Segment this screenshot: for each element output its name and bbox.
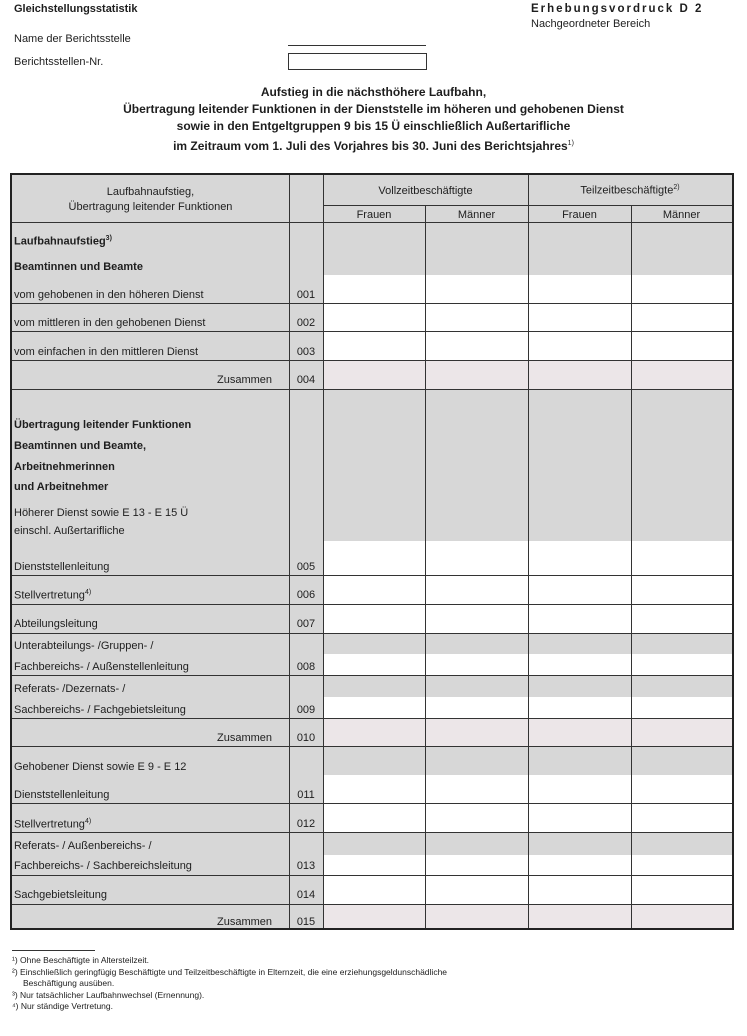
row-code: 005 — [296, 561, 316, 573]
row-code: 007 — [296, 618, 316, 630]
row-code: 012 — [296, 818, 316, 830]
row-008-label-2: Fachbereichs- / Außenstellenleitung — [14, 661, 189, 673]
form-area: Nachgeordneter Bereich — [531, 18, 651, 30]
footnote-divider — [12, 950, 95, 951]
section-higher-service: Höherer Dienst sowie E 13 - E 15 Ü — [14, 507, 189, 519]
form-title: Gleichstellungsstatistik — [14, 3, 138, 15]
row-code: 009 — [296, 704, 316, 716]
row-code: 010 — [296, 732, 316, 744]
footnote-2-cont: Beschäftigung ausüben. — [23, 978, 115, 989]
row-code: 006 — [296, 589, 316, 601]
row-code: 002 — [296, 317, 316, 329]
row-code: 008 — [296, 661, 316, 673]
row-code: 013 — [296, 860, 316, 872]
footnote-1: ¹) Ohne Beschäftigte in Altersteilzeit. — [12, 955, 150, 965]
section-leadership-line-3: Arbeitnehmerinnen — [14, 461, 115, 473]
reporting-office-name-field[interactable] — [288, 45, 426, 46]
row-009-label-1: Referats- /Dezernats- / — [14, 683, 126, 695]
row-code: 001 — [296, 289, 316, 301]
row-015-label: Zusammen — [217, 916, 273, 928]
heading-line-4: im Zeitraum vom 1. Juli des Vorjahres bis 30. Juni des Berichtsjahres$^{1)}$ — [173, 139, 574, 153]
section-leadership-line-2: Beamtinnen und Beamte, — [14, 440, 147, 452]
form-name: Erhebungsvordruck D 2 — [531, 3, 704, 15]
column-header-part-time: Teilzeitbeschäftigte$^{2)}$ — [580, 184, 680, 197]
row-012-label: Stellvertretung$^{4)}$ — [14, 818, 92, 831]
column-header-full-time: Vollzeitbeschäftigte — [378, 185, 473, 197]
heading-line-2: Übertragung leitender Funktionen in der Dienststelle im höheren und gehobenen Dienst — [123, 102, 624, 116]
row-006-label: Stellvertretung$^{4)}$ — [14, 589, 92, 602]
row-005-label: Dienststellenleitung — [14, 561, 110, 573]
row-014-label: Sachgebietsleitung — [14, 889, 107, 901]
footnotes — [12, 955, 447, 1013]
row-code: 014 — [296, 889, 316, 901]
form-heading — [0, 84, 747, 155]
row-011-label: Dienststellenleitung — [14, 789, 110, 801]
column-header-description: Laufbahnaufstieg, Übertragung leitender Funktionen — [68, 186, 233, 213]
reporting-office-number-field[interactable] — [288, 53, 427, 70]
reporting-office-name-label: Name der Berichtsstelle — [14, 33, 131, 45]
row-013-label-2: Fachbereichs- / Sachbereichsleitung — [14, 860, 192, 872]
row-code: 011 — [297, 789, 315, 801]
footnote-4: ⁴) Nur ständige Vertretung. — [12, 1001, 113, 1012]
column-header-women-ft: Frauen — [356, 209, 392, 221]
heading-line-1: Aufstieg in die nächsthöhere Laufbahn, — [260, 85, 487, 99]
column-header-men-ft: Männer — [457, 209, 496, 221]
footnote-2: ²) Einschließlich geringfügig Beschäftigte und Teilzeitbeschäftigte in Elternzeit, die eine erziehungsgeldunschädliche — [12, 966, 448, 977]
statistics-table — [10, 173, 734, 930]
section-higher-service-line-2: einschl. Außertarifliche — [14, 525, 125, 537]
row-008-label-1: Unterabteilungs- /Gruppen- / — [14, 640, 154, 652]
row-001-label: vom gehobenen in den höheren Dienst — [14, 289, 204, 301]
section-leadership-functions: Übertragung leitender Funktionen — [14, 419, 192, 431]
section-civil-servants: Beamtinnen und Beamte — [14, 261, 143, 273]
row-007-label: Abteilungsleitung — [14, 618, 98, 630]
reporting-office-number-label: Berichtsstellen-Nr. — [14, 56, 104, 68]
row-013-label-1: Referats- / Außenbereichs- / — [14, 840, 152, 852]
footnote-3: ³) Nur tatsächlicher Laufbahnwechsel (Ernennung). — [12, 989, 205, 1000]
section-upper-service: Gehobener Dienst sowie E 9 - E 12 — [14, 761, 187, 773]
row-code: 003 — [296, 346, 316, 358]
row-004-label: Zusammen — [217, 374, 273, 386]
row-010-label: Zusammen — [217, 732, 273, 744]
section-leadership-line-4: und Arbeitnehmer — [14, 481, 109, 493]
row-002-label: vom mittleren in den gehobenen Dienst — [14, 317, 206, 329]
section-career-advancement: Laufbahnaufstieg$^{3)}$ — [14, 235, 112, 248]
row-code: 004 — [296, 374, 316, 386]
row-code: 015 — [296, 916, 316, 928]
row-003-label: vom einfachen in den mittleren Dienst — [14, 346, 199, 358]
heading-line-3: sowie in den Entgeltgruppen 9 bis 15 Ü einschließlich Außertarifliche — [176, 119, 571, 133]
column-header-men-pt: Männer — [662, 209, 701, 221]
column-header-women-pt: Frauen — [562, 209, 597, 221]
row-009-label-2: Sachbereichs- / Fachgebietsleitung — [14, 704, 186, 716]
